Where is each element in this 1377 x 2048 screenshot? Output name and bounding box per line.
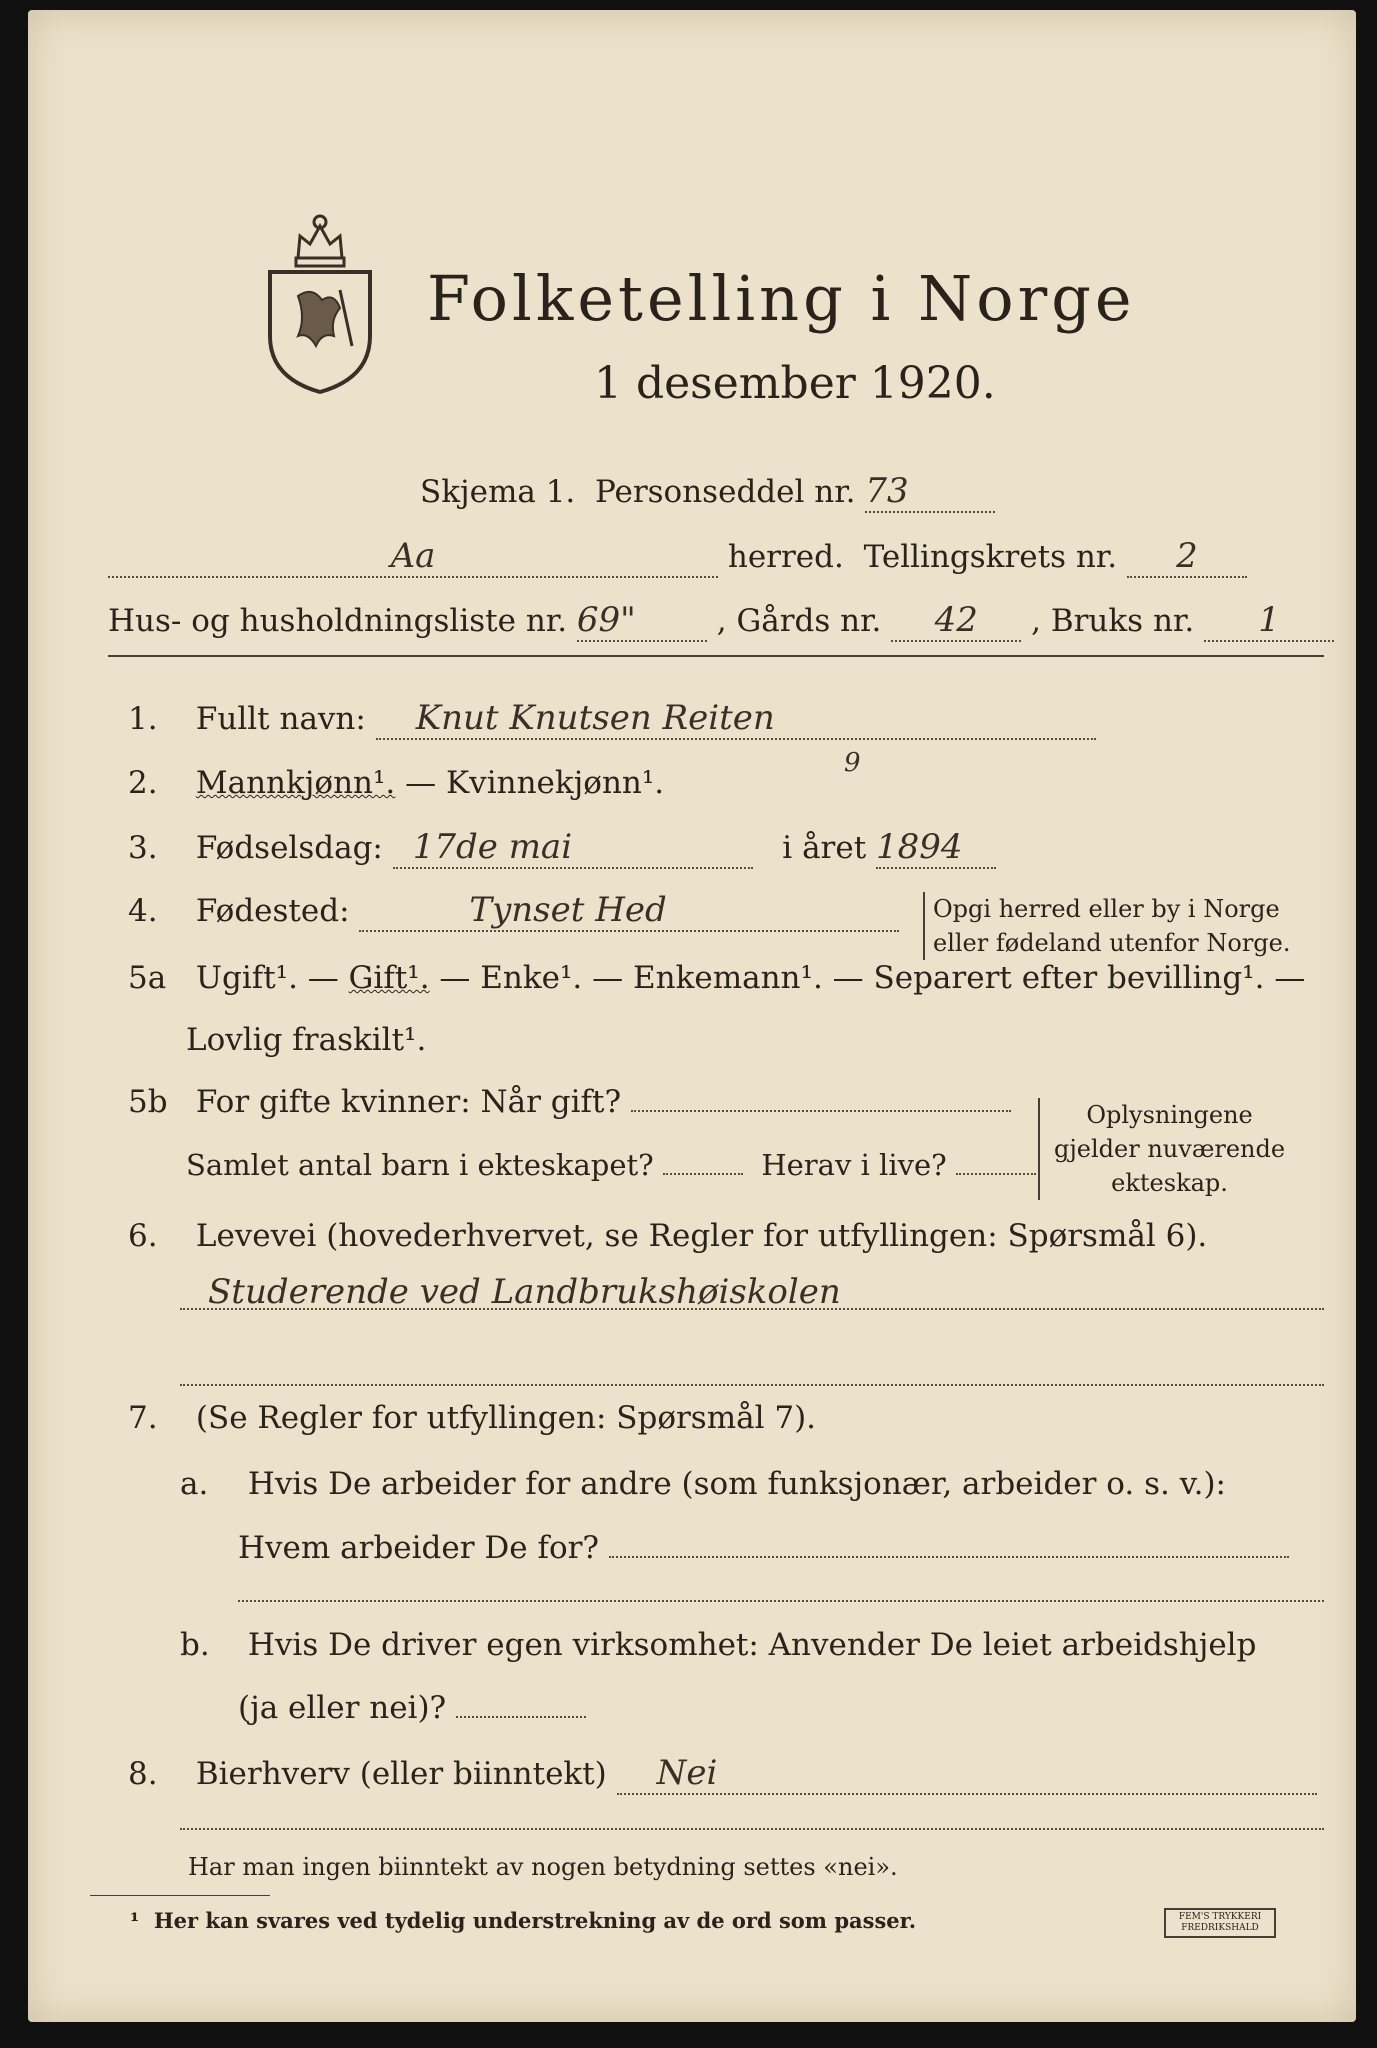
female-option[interactable]: Kvinnekjønn¹.: [446, 765, 665, 801]
q5b-row2: [186, 1148, 1036, 1182]
q5a-row: [128, 960, 1305, 996]
q4-note: [923, 892, 1291, 960]
schema-line: [420, 471, 995, 513]
census-form-sheet: [28, 10, 1356, 2022]
q5a-text2: — Enke¹. — Enkemann¹. — Separert efter bevilling¹. —: [429, 960, 1306, 996]
q4-note-line1: Opgi herred eller by i Norge: [933, 895, 1280, 923]
occupation-line-2: [180, 1384, 1324, 1386]
q4-row: [128, 890, 899, 932]
employer-field[interactable]: [609, 1556, 1289, 1558]
q6-row: [128, 1218, 1207, 1254]
q7b-row1: [180, 1627, 1256, 1663]
q7-row: [128, 1400, 816, 1436]
q3-label: Fødselsdag:: [195, 830, 383, 866]
no-income-note: Har man ingen biinntekt av nogen betydning settes «nei».: [188, 1853, 898, 1881]
tellingskrets-label: Tellingskrets nr.: [863, 539, 1118, 575]
personseddel-label: Personseddel nr.: [595, 474, 856, 510]
husliste-line: [108, 600, 1334, 642]
q3-number: 3.: [128, 830, 158, 866]
birthplace-field[interactable]: Tynset Hed: [359, 890, 899, 932]
side-income-line-2: [180, 1828, 1324, 1830]
q7a-text2: Hvem arbeider De for?: [238, 1530, 600, 1566]
q7b-text1: Hvis De driver egen virksomhet: Anvender De leiet arbeidshjelp: [247, 1627, 1257, 1663]
married-option[interactable]: Gift¹.: [348, 960, 430, 996]
q7a-letter: a.: [180, 1466, 209, 1502]
q4-number: 4.: [128, 893, 158, 929]
q2-row: [128, 748, 861, 801]
q7a-row2: [238, 1530, 1289, 1566]
bruks-label: , Bruks nr.: [1031, 603, 1195, 639]
q6-label: Levevei (hovederhvervet, se Regler for utfyllingen: Spørsmål 6).: [195, 1218, 1208, 1254]
q5b-note-line2: gjelder nuværende: [1054, 1135, 1286, 1163]
q8-row: [128, 1753, 1317, 1795]
q7a-text1: Hvis De arbeider for andre (som funksjonær, arbeider o. s. v.):: [247, 1466, 1226, 1502]
q1-row: [128, 698, 1096, 740]
q7b-row2: [238, 1690, 586, 1726]
q5b-row1: [128, 1084, 1011, 1120]
q5b-label2: Samlet antal barn i ekteskapet?: [186, 1148, 654, 1182]
q7-label: (Se Regler for utfyllingen: Spørsmål 7).: [195, 1400, 817, 1436]
printer-stamp-line1: FEM'S TRYKKERI: [1178, 1912, 1262, 1922]
form-title: Folketelling i Norge: [427, 262, 1136, 335]
husliste-field[interactable]: 69": [577, 600, 707, 642]
footnote-divider: [90, 1895, 270, 1896]
q8-label: Bierhverv (eller biinntekt): [195, 1756, 607, 1792]
q2-annotation: 9: [844, 748, 861, 778]
schema-label: Skjema 1.: [420, 474, 576, 510]
coat-of-arms-icon: [260, 196, 380, 396]
herred-field[interactable]: Aa: [108, 536, 718, 578]
year-label: i året: [782, 830, 867, 866]
q4-label: Fødested:: [195, 893, 350, 929]
birthday-field[interactable]: 17de mai: [393, 827, 753, 869]
printer-stamp: [1164, 1908, 1276, 1938]
printer-stamp-line2: FREDRIKSHALD: [1181, 1923, 1259, 1933]
q8-number: 8.: [128, 1756, 158, 1792]
q6-number: 6.: [128, 1218, 158, 1254]
census-date: 1 desember 1920.: [594, 358, 996, 409]
q2-number: 2.: [128, 765, 158, 801]
children-alive-field[interactable]: [956, 1173, 1036, 1175]
footnote-text: Her kan svares ved tydelig understrekning av de ord som passer.: [153, 1908, 917, 1933]
q5b-label3: Herav i live?: [761, 1148, 947, 1182]
header-divider: [108, 655, 1324, 657]
footnote: [130, 1908, 916, 1933]
occupation-field[interactable]: Studerende ved Landbrukshøiskolen: [208, 1272, 841, 1312]
herred-label: herred.: [727, 539, 844, 575]
q5b-note-line3: ekteskap.: [1111, 1169, 1228, 1197]
occupation-line-1: [180, 1308, 1324, 1310]
q7b-letter: b.: [180, 1627, 210, 1663]
personseddel-field[interactable]: 73: [865, 471, 995, 513]
q7b-text2: (ja eller nei)?: [238, 1690, 447, 1726]
q7a-row1: [180, 1466, 1226, 1502]
side-income-field[interactable]: Nei: [617, 1753, 1317, 1795]
q1-number: 1.: [128, 701, 158, 737]
married-when-field[interactable]: [631, 1110, 1011, 1112]
footnote-mark: ¹: [130, 1908, 140, 1933]
q5a-text3: Lovlig fraskilt¹.: [186, 1022, 427, 1058]
gards-field[interactable]: 42: [891, 600, 1021, 642]
q5b-note: [1038, 1098, 1285, 1200]
tellingskrets-field[interactable]: 2: [1127, 536, 1247, 578]
q5b-note-line1: Oplysningene: [1086, 1101, 1253, 1129]
q1-label: Fullt navn:: [195, 701, 366, 737]
q4-note-line2: eller fødeland utenfor Norge.: [933, 929, 1291, 957]
q7-number: 7.: [128, 1400, 158, 1436]
q5a-text1: Ugift¹. —: [195, 960, 349, 996]
full-name-field[interactable]: Knut Knutsen Reiten: [376, 698, 1096, 740]
q5b-number: 5b: [128, 1084, 168, 1120]
q5b-label1: For gifte kvinner: Når gift?: [195, 1084, 622, 1120]
herred-line: [108, 536, 1247, 578]
male-option[interactable]: Mannkjønn¹.: [195, 765, 396, 801]
q2-separator: —: [395, 765, 447, 801]
husliste-label: Hus- og husholdningsliste nr.: [108, 603, 568, 639]
q5a-number: 5a: [128, 960, 167, 996]
children-count-field[interactable]: [663, 1173, 743, 1175]
employer-line-2: [238, 1600, 1324, 1602]
q3-row: [128, 827, 996, 869]
birth-year-field[interactable]: 1894: [876, 827, 996, 869]
bruks-field[interactable]: 1: [1204, 600, 1334, 642]
hired-help-field[interactable]: [456, 1716, 586, 1718]
gards-label: , Gårds nr.: [716, 603, 882, 639]
